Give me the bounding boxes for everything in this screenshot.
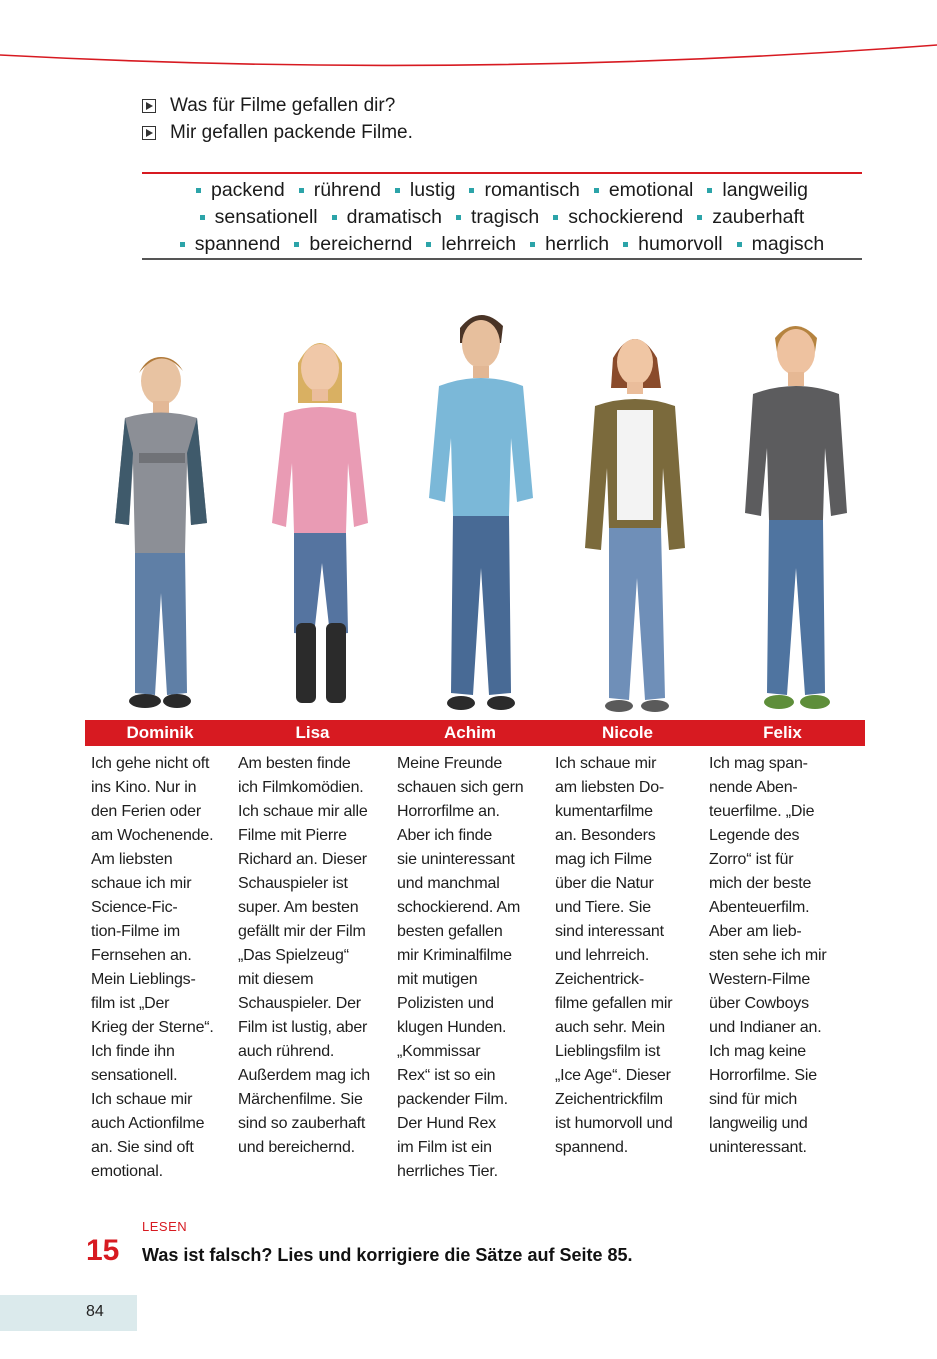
text-line: auch Actionfilme xyxy=(91,1115,205,1132)
text-line: Film ist lustig, aber xyxy=(238,1019,368,1036)
text-line: mich der beste xyxy=(709,875,812,892)
adjective-item: dramatisch xyxy=(332,206,442,229)
text-line: Aber am lieb- xyxy=(709,923,802,940)
text-line: Ich schaue mir xyxy=(555,755,657,772)
adjective-item: langweilig xyxy=(707,179,808,202)
play-icon[interactable] xyxy=(142,126,156,140)
photo-nicole xyxy=(565,318,705,718)
bullet-icon xyxy=(196,188,201,193)
adjective-item: bereichernd xyxy=(294,233,412,256)
adjective-item: rührend xyxy=(299,179,381,202)
bullet-icon xyxy=(180,242,185,247)
text-line: Am besten finde xyxy=(238,755,351,772)
text-line: filme gefallen mir xyxy=(555,995,673,1012)
text-line: ins Kino. Nur in xyxy=(91,779,197,796)
text-line: besten gefallen xyxy=(397,923,503,940)
text-line: Horrorfilme an. xyxy=(397,803,500,820)
name-achim: Achim xyxy=(444,723,496,742)
text-line: den Ferien oder xyxy=(91,803,201,820)
text-line: sensationell. xyxy=(91,1067,178,1084)
text-line: über Cowboys xyxy=(709,995,809,1012)
text-line: und Tiere. Sie xyxy=(555,899,651,916)
bullet-icon xyxy=(594,188,599,193)
text-line: Ich finde ihn xyxy=(91,1043,175,1060)
bullet-icon xyxy=(299,188,304,193)
text-line: sind für mich xyxy=(709,1091,798,1108)
play-icon[interactable] xyxy=(142,99,156,113)
name-felix: Felix xyxy=(763,723,802,742)
text-line: mit mutigen xyxy=(397,971,478,988)
text-line: langweilig und xyxy=(709,1115,808,1132)
text-line: gefällt mir der Film xyxy=(238,923,366,940)
text-line: auch rührend. xyxy=(238,1043,335,1060)
text-line: Außerdem mag ich xyxy=(238,1067,370,1084)
text-line: Legende des xyxy=(709,827,800,844)
text-line: sind interessant xyxy=(555,923,664,940)
adjective-item: sensationell xyxy=(200,206,318,229)
text-line: und bereichernd. xyxy=(238,1139,355,1156)
text-line: Rex“ ist so ein xyxy=(397,1067,496,1084)
adjective-word-box xyxy=(142,172,862,260)
task-instruction: Was ist falsch? Lies und korrigiere die Sätze auf Seite 85. xyxy=(142,1245,633,1265)
adjective-item: spannend xyxy=(180,233,281,256)
adjective-row xyxy=(142,177,862,204)
text-line: am liebsten Do- xyxy=(555,779,665,796)
top-red-rule xyxy=(0,0,937,80)
adjective-item: emotional xyxy=(594,179,694,202)
text-line: super. Am besten xyxy=(238,899,359,916)
text-line: am Wochenende. xyxy=(91,827,214,844)
text-line: Zorro“ ist für xyxy=(709,851,794,868)
adjective-item: humorvoll xyxy=(623,233,723,256)
text-line: Abenteuerfilm. xyxy=(709,899,810,916)
text-line: herrliches Tier. xyxy=(397,1163,498,1180)
adjective-item: romantisch xyxy=(469,179,579,202)
text-line: Horrorfilme. Sie xyxy=(709,1067,817,1084)
text-line: im Film ist ein xyxy=(397,1139,492,1156)
text-line: mit diesem xyxy=(238,971,314,988)
text-line: Der Hund Rex xyxy=(397,1115,496,1132)
name-dominik: Dominik xyxy=(126,723,194,742)
adjective-item: zauberhaft xyxy=(697,206,804,229)
text-line: Filme mit Pierre xyxy=(238,827,347,844)
text-line: mir Kriminalfilme xyxy=(397,947,512,964)
text-line: Märchenfilme. Sie xyxy=(238,1091,363,1108)
text-line: uninteressant. xyxy=(709,1139,807,1156)
people-photos xyxy=(85,288,865,718)
bullet-icon xyxy=(395,188,400,193)
text-line: Ich mag keine xyxy=(709,1043,807,1060)
text-line: Ich schaue mir alle xyxy=(238,803,368,820)
text-line: Meine Freunde xyxy=(397,755,503,772)
text-line: ist humorvoll und xyxy=(555,1115,673,1132)
text-line: „Das Spielzeug“ xyxy=(238,947,349,964)
text-line: Zeichentrickfilm xyxy=(555,1091,663,1108)
text-line: sie uninteressant xyxy=(397,851,515,868)
text-line: und lehrreich. xyxy=(555,947,650,964)
text-line: Ich schaue mir xyxy=(91,1091,193,1108)
text-line: Fernsehen an. xyxy=(91,947,192,964)
bullet-icon xyxy=(623,242,628,247)
bullet-icon xyxy=(697,215,702,220)
dialog-question-text: Was für Filme gefallen dir? xyxy=(170,94,396,116)
text-line: klugen Hunden. xyxy=(397,1019,507,1036)
text-line: Krieg der Sterne“. xyxy=(91,1019,214,1036)
text-line: an. Sie sind oft xyxy=(91,1139,194,1156)
adjective-row xyxy=(142,204,862,231)
text-line: Lieblingsfilm ist xyxy=(555,1043,661,1060)
bullet-icon xyxy=(200,215,205,220)
text-achim xyxy=(397,752,523,1184)
text-line: spannend. xyxy=(555,1139,628,1156)
bullet-icon xyxy=(469,188,474,193)
bullet-icon xyxy=(456,215,461,220)
text-line: sten sehe ich mir xyxy=(709,947,827,964)
adjective-item: packend xyxy=(196,179,285,202)
text-line: Zeichentrick- xyxy=(555,971,644,988)
name-nicole: Nicole xyxy=(601,723,654,742)
text-line: tion-Filme im xyxy=(91,923,180,940)
bullet-icon xyxy=(737,242,742,247)
adjective-item: tragisch xyxy=(456,206,539,229)
text-line: Western-Filme xyxy=(709,971,811,988)
text-nicole xyxy=(555,752,673,1160)
text-line: Ich mag span- xyxy=(709,755,808,772)
text-line: „Kommissar xyxy=(397,1043,481,1060)
task-category: LESEN xyxy=(142,1219,188,1234)
adjective-item: lehrreich xyxy=(426,233,516,256)
text-line: und manchmal xyxy=(397,875,500,892)
bullet-icon xyxy=(426,242,431,247)
page-number: 84 xyxy=(86,1303,104,1320)
photo-dominik xyxy=(95,343,225,718)
photo-felix xyxy=(725,308,865,718)
bullet-icon xyxy=(553,215,558,220)
text-line: auch sehr. Mein xyxy=(555,1019,665,1036)
dialog-example xyxy=(142,92,413,146)
text-line: schaue ich mir xyxy=(91,875,192,892)
adjective-item: schockierend xyxy=(553,206,683,229)
text-line: schauen sich gern xyxy=(397,779,524,796)
adjective-item: magisch xyxy=(737,233,825,256)
photo-lisa xyxy=(250,323,390,718)
text-line: Aber ich finde xyxy=(397,827,493,844)
text-dominik xyxy=(91,752,214,1184)
name-lisa: Lisa xyxy=(295,723,330,742)
text-line: Polizisten und xyxy=(397,995,494,1012)
text-line: Am liebsten xyxy=(91,851,173,868)
text-line: teuerfilme. „Die xyxy=(709,803,815,820)
dialog-line-question xyxy=(142,92,413,119)
bullet-icon xyxy=(294,242,299,247)
bullet-icon xyxy=(530,242,535,247)
text-line: film ist „Der xyxy=(91,995,170,1012)
text-line: Schauspieler. Der xyxy=(238,995,361,1012)
adjective-row xyxy=(142,231,862,258)
text-line: Science-Fic- xyxy=(91,899,178,916)
text-line: mag ich Filme xyxy=(555,851,652,868)
text-line: nende Aben- xyxy=(709,779,798,796)
adjective-item: lustig xyxy=(395,179,456,202)
bullet-icon xyxy=(707,188,712,193)
photo-achim xyxy=(405,298,555,718)
text-lisa xyxy=(238,752,370,1160)
dialog-answer-text: Mir gefallen packende Filme. xyxy=(170,121,413,143)
text-line: an. Besonders xyxy=(555,827,656,844)
page-number-tab xyxy=(0,1295,137,1331)
text-line: Mein Lieblings- xyxy=(91,971,196,988)
text-line: über die Natur xyxy=(555,875,654,892)
task-number: 15 xyxy=(86,1234,120,1267)
text-line: kumentarfilme xyxy=(555,803,653,820)
text-line: Ich gehe nicht oft xyxy=(91,755,210,772)
text-line: schockierend. Am xyxy=(397,899,521,916)
adjective-item: herrlich xyxy=(530,233,609,256)
text-line: und Indianer an. xyxy=(709,1019,822,1036)
bullet-icon xyxy=(332,215,337,220)
text-line: Richard an. Dieser xyxy=(238,851,367,868)
text-line: Schauspieler ist xyxy=(238,875,348,892)
text-line: sind so zauberhaft xyxy=(238,1115,366,1132)
text-felix xyxy=(709,752,827,1160)
text-line: emotional. xyxy=(91,1163,163,1180)
text-line: „Ice Age“. Dieser xyxy=(555,1067,671,1084)
names-bar xyxy=(85,720,865,746)
text-line: packender Film. xyxy=(397,1091,508,1108)
dialog-line-answer xyxy=(142,119,413,146)
text-line: ich Filmkomödien. xyxy=(238,779,364,796)
